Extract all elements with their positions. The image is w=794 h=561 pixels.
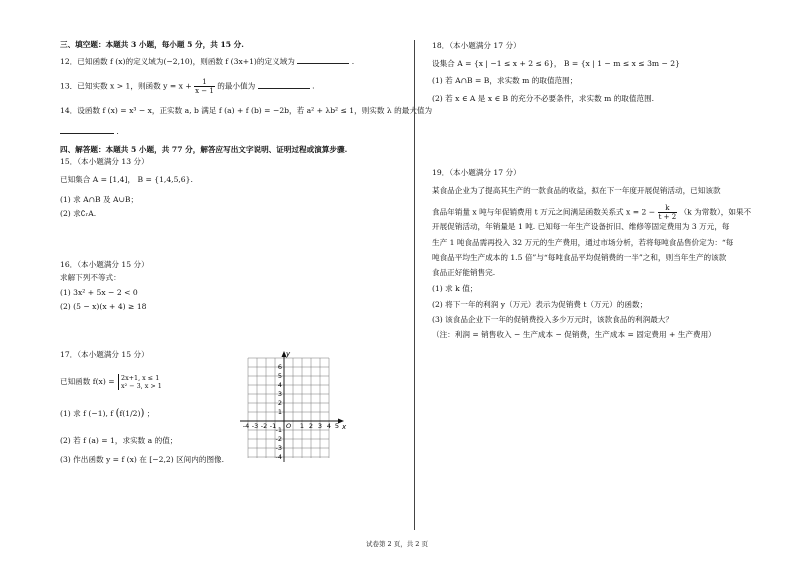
- x-axis-label: x: [342, 423, 347, 431]
- q13-denominator: x − 1: [195, 87, 214, 95]
- q19-line-2-end: （k 为常数），如果不: [679, 207, 752, 217]
- q17-given: [60, 374, 162, 390]
- q19-denominator: t + 2: [658, 213, 677, 221]
- q19-line-1: 某食品企业为了提高其生产的一款食品的收益，拟在下一年度开展促销活动，已知该款: [432, 186, 721, 195]
- y-tick-label: 5: [277, 372, 282, 380]
- q13-end: .: [312, 81, 315, 91]
- column-divider: [414, 40, 415, 530]
- y-tick-label: 3: [277, 390, 282, 398]
- q18-title: 18．（本小题满分 17 分）: [432, 41, 521, 50]
- q18-part2: (2) 若 x ∈ A 是 x ∈ B 的充分不必要条件，求实数 m 的取值范围.: [432, 94, 655, 103]
- q15-part2: (2) 求∁ᵣA.: [60, 209, 97, 218]
- section4-heading: 四、解答题：本题共 5 小题，共 77 分，解答应写出文字说明、证明过程或演算步骤.: [60, 145, 348, 154]
- origin-label: O: [286, 422, 292, 430]
- page-footer: 试卷第 2 页，共 2 页: [365, 540, 429, 548]
- x-tick-label: -3: [251, 422, 259, 430]
- x-tick-label: 5: [334, 422, 340, 430]
- x-tick-label: 1: [299, 422, 305, 430]
- q19-numerator: k: [658, 204, 678, 213]
- y-axis-label: y: [286, 350, 291, 358]
- coordinate-grid: [238, 350, 350, 464]
- q16-given: 求解下列不等式：: [60, 273, 121, 282]
- y-tick-label: 4: [277, 381, 282, 389]
- q19-note: （注：利润 = 销售收入 − 生产成本 − 促销费，生产成本 = 固定费用 + 生产费用）: [432, 330, 716, 339]
- section3-heading: 三、填空题：本题共 3 小题，每小题 5 分，共 15 分.: [60, 40, 244, 49]
- q14-answer-blank[interactable]: [60, 126, 114, 134]
- x-tick-label: 4: [326, 422, 332, 430]
- q19-fraction: [658, 204, 678, 221]
- q16-title: 16．（本小题满分 15 分）: [60, 260, 149, 269]
- y-tick-label: 6: [277, 363, 282, 371]
- q17-piecewise: [118, 374, 162, 390]
- x-tick-label: 2: [308, 422, 314, 430]
- q19-line-3: 开展促销活动，年销量是 1 吨. 已知每一年生产设备折旧、维修等固定费用为 3 万元，每: [432, 222, 730, 231]
- y-tick-label: 2: [277, 399, 282, 407]
- grid-lines: [248, 358, 332, 458]
- q17-case-1: 2x+1, x ≤ 1: [121, 374, 160, 382]
- q15-part1: (1) 求 A∩B 及 A∪B；: [60, 195, 139, 204]
- q12-text: 12．已知函数 f (x)的定义域为(−2,10)，则函数 f (3x+1)的定义域为: [60, 57, 295, 66]
- q13-text-2: 的最小值为: [217, 81, 256, 91]
- q17-part2: (2) 若 f (a) = 1，求实数 a 的值；: [60, 436, 178, 445]
- q13-text: 13．已知实数 x > 1，则函数 y = x +: [60, 81, 192, 91]
- q17-part1-text: (1) 求 f (−1), f: [60, 409, 114, 418]
- q19-title: 19．（本小题满分 17 分）: [432, 168, 521, 177]
- q15-title: 15．（本小题满分 13 分）: [60, 157, 149, 166]
- y-tick-label: -2: [275, 435, 282, 443]
- question-13: [60, 78, 314, 95]
- q16-part1: (1) 3x² + 5x − 2 < 0: [60, 288, 138, 297]
- q18-given: 设集合 A = {x | −1 ≤ x + 2 ≤ 6}， B = {x | 1 − m ≤ x ≤ 3m − 2}: [432, 59, 680, 68]
- q19-line-2: [432, 204, 751, 221]
- x-tick-label: -4: [242, 422, 250, 430]
- q16-part2: (2) (5 − x)(x + 4) ≥ 18: [60, 302, 147, 311]
- q19-part3: (3) 该食品企业下一年的促销费投入多少万元时，该款食品的利润最大？: [432, 315, 673, 324]
- q13-numerator: 1: [194, 78, 215, 87]
- q13-answer-blank[interactable]: [258, 81, 310, 89]
- q19-part2: (2) 将下一年的利润 y（万元）表示为促销费 t（万元）的函数；: [432, 300, 648, 309]
- y-tick-label: -3: [275, 444, 282, 452]
- q17-title: 17．（本小题满分 15 分）: [60, 350, 149, 359]
- y-tick-label: -4: [275, 453, 282, 461]
- question-12: [60, 56, 354, 67]
- q19-part1: (1) 求 k 值；: [432, 284, 478, 293]
- x-tick-label: 3: [317, 422, 323, 430]
- q18-part1: (1) 若 A∩B = B，求实数 m 的取值范围；: [432, 76, 578, 85]
- x-tick-label: -2: [260, 422, 268, 430]
- q17-part1-arg: f(1/2): [119, 409, 141, 418]
- q19-line-6: 食品正好能销售完.: [432, 268, 496, 277]
- q13-fraction: [194, 78, 215, 95]
- q17-part1-end: ；: [146, 409, 155, 418]
- q14-answer-line: [60, 126, 119, 137]
- q17-part3: (3) 作出函数 y = f (x) 在 [−2,2) 区间内的图像.: [60, 455, 225, 464]
- q19-line-4: 生产 1 吨食品需再投入 32 万元的生产费用，通过市场分析，若将每吨食品售价定为：“每: [432, 238, 734, 247]
- q12-end: .: [351, 57, 355, 66]
- q12-answer-blank[interactable]: [297, 56, 349, 64]
- q17-part1: (1) 求 f (−1), f (f(1/2)) ；: [60, 408, 155, 419]
- y-tick-label: 1: [277, 408, 282, 416]
- q15-given: 已知集合 A = [1,4]， B = {1,4,5,6}.: [60, 175, 193, 184]
- q19-line-2-text: 食品年销量 x 吨与年促销费用 t 万元之间满足函数关系式 x = 2 −: [432, 207, 656, 217]
- q14-end: .: [116, 127, 119, 136]
- y-tick-label: -1: [275, 426, 282, 434]
- q19-line-5: 吨食品平均生产成本的 1.5 倍”与“每吨食品平均促销费的一半”之和，则当年生产的该款: [432, 253, 727, 262]
- question-14: 14．设函数 f (x) = x³ − x，正实数 a, b 满足 f (a) + f (b) = −2b，若 a² + λb² ≤ 1，则实数 λ 的最大值为: [60, 106, 433, 115]
- x-tick-label: -1: [269, 422, 277, 430]
- q17-given-text: 已知函数 f(x) =: [60, 377, 115, 386]
- q17-case-2: x² − 3, x > 1: [121, 382, 162, 390]
